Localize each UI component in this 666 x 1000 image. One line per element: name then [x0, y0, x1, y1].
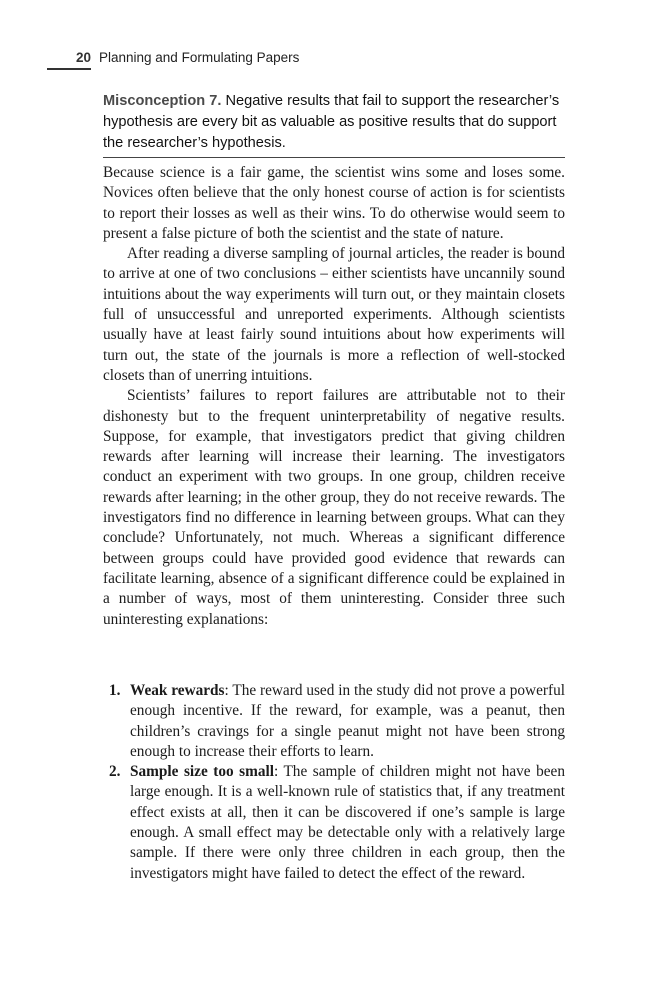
misconception-heading: [103, 91, 565, 154]
page-number: 20: [47, 50, 91, 70]
list-text: : The sample of children might not have been large enough. It is a well-known rule of statistics that, if any treatment effect exists at all, then it can be discovered if one’s sample is large enough. A small effect may be detectable only with a relatively large sample. If there were only three children in each group, then the investigators might have failed to detect the effect of the reward.: [130, 763, 565, 882]
explanation-list: [103, 681, 565, 884]
list-item: [103, 681, 565, 762]
misconception-text: Negative results that fail to support the researcher’s hypothesis are every bit as valuable as positive results that do support the researcher’s hypothesis.: [103, 93, 560, 151]
list-text: : The reward used in the study did not prove a powerful enough incentive. If the reward, for example, was a peanut, then children’s cravings for a single peanut might not have been strong enough to increase their efforts to learn.: [130, 682, 565, 760]
list-number: 2.: [109, 763, 121, 781]
body-text: [103, 163, 565, 630]
list-term: Weak rewards: [130, 682, 225, 699]
misconception-label: Misconception 7.: [103, 93, 222, 109]
list-number: 1.: [109, 682, 121, 699]
list-term: Sample size too small: [130, 763, 274, 781]
list-item: [103, 762, 565, 884]
divider: [103, 157, 565, 158]
paragraph: Scientists’ failures to report failures are attributable not to their dishonesty but to the frequent uninterpretability of negative results. Suppose, for example, that investigators predict that giving children rewards after learning will increase their learning. The investigators conduct an experiment with two groups. In one group, children receive rewards after learning; in the other group, they do not receive rewards. The investigators find no difference in learning between groups. What can they conclude? Unfortunately, not much. Whereas a significant difference between groups could have provided good evidence that rewards can facilitate learning, absence of a significant difference could be explained in a number of ways, most of them uninteresting. Consider three such uninteresting explanations:: [103, 387, 565, 628]
paragraph: Because science is a fair game, the scientist wins some and loses some. Novices often believe that the only honest course of action is for scientists to report their losses as well as their wins. To do otherwise would seem to present a false picture of both the scientist and the state of nature.: [103, 164, 565, 242]
running-head: [47, 50, 347, 70]
paragraph: After reading a diverse sampling of journal articles, the reader is bound to arrive at one of two conclusions – either scientists have uncannily sound intuitions about the way experiments will turn out, or they maintain closets full of unsuccessful and unreported experiments. Although scientists usually have at least fairly sound intuitions about how experiments will turn out, the state of the journals is more a reflection of well-stocked closets than of unerring intuitions.: [103, 245, 565, 384]
running-title: Planning and Formulating Papers: [99, 50, 300, 65]
